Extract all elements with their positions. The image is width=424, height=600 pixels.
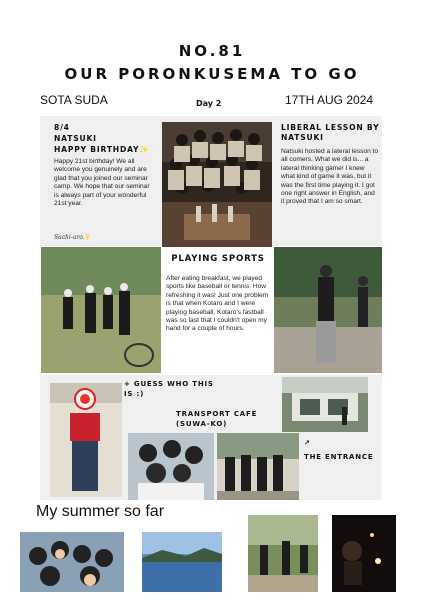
entrance-photo bbox=[282, 377, 368, 432]
lesson-heading: LIBERAL LESSON BY NATSUKI bbox=[281, 123, 380, 142]
baseball-photo bbox=[41, 247, 161, 373]
day-label: Day 2 bbox=[196, 99, 222, 108]
friends-selfie-photo bbox=[128, 433, 214, 500]
mystery-person-photo bbox=[50, 383, 122, 497]
sports-heading: PLAYING SPORTS bbox=[171, 254, 265, 264]
group-photo bbox=[162, 122, 272, 247]
birthday-date: 8/4 bbox=[54, 123, 70, 132]
guess-caption: + GUESS WHO THIS IS :) bbox=[124, 380, 214, 398]
birthday-heading: HAPPY BIRTHDAY✨ bbox=[54, 145, 150, 154]
cafe-photo bbox=[217, 433, 299, 500]
sports-text: After eating breakfast, we played sports like baseball or tennis. How refreshing it was! Just one problem is that when Kotaro and I were playing baseball, Kotaro's fastball was so fast that I couldn't open my hand for a couple of hours. bbox=[166, 275, 269, 333]
summer-photo-park bbox=[248, 515, 318, 592]
summer-photo-night bbox=[332, 515, 396, 592]
star-icon: + bbox=[124, 380, 134, 388]
birthday-signature: Sachi-aro✨ bbox=[54, 234, 91, 241]
arrow-icon: ↗ bbox=[304, 439, 311, 447]
birthday-message: Happy 21st birthday! We all welcome you genuinely and are glad that you joined our seminar camp. We hope that our seminar is always part of your wonderful 21st year. bbox=[54, 158, 150, 208]
issue-date: 17TH AUG 2024 bbox=[285, 93, 374, 107]
entrance-caption: THE ENTRANCE bbox=[304, 453, 374, 461]
sparkle-icon: ✨ bbox=[82, 234, 91, 241]
sparkle-icon: ✨ bbox=[139, 145, 150, 154]
cafe-caption: TRANSPORT CAFE (SUWA-KO) bbox=[176, 410, 258, 428]
lesson-text: Natsuki hosted a lateral lesson to all comers. What we did is... a lateral thinking game! I knew what kind of game it was, but it was the first time playing it. I got one right answer in English, and it proved that I am so smart. bbox=[281, 148, 379, 206]
birthday-name: NATSUKI bbox=[54, 134, 97, 143]
issue-number: NO.81 bbox=[178, 42, 246, 60]
tennis-photo bbox=[274, 247, 382, 373]
newsletter-title: OUR PORONKUSEMA TO GO bbox=[64, 65, 360, 83]
summer-photo-selfie bbox=[20, 532, 124, 592]
author-name: SOTA SUDA bbox=[40, 93, 108, 107]
summer-photo-lake bbox=[142, 532, 222, 592]
summer-title: My summer so far bbox=[36, 503, 165, 520]
